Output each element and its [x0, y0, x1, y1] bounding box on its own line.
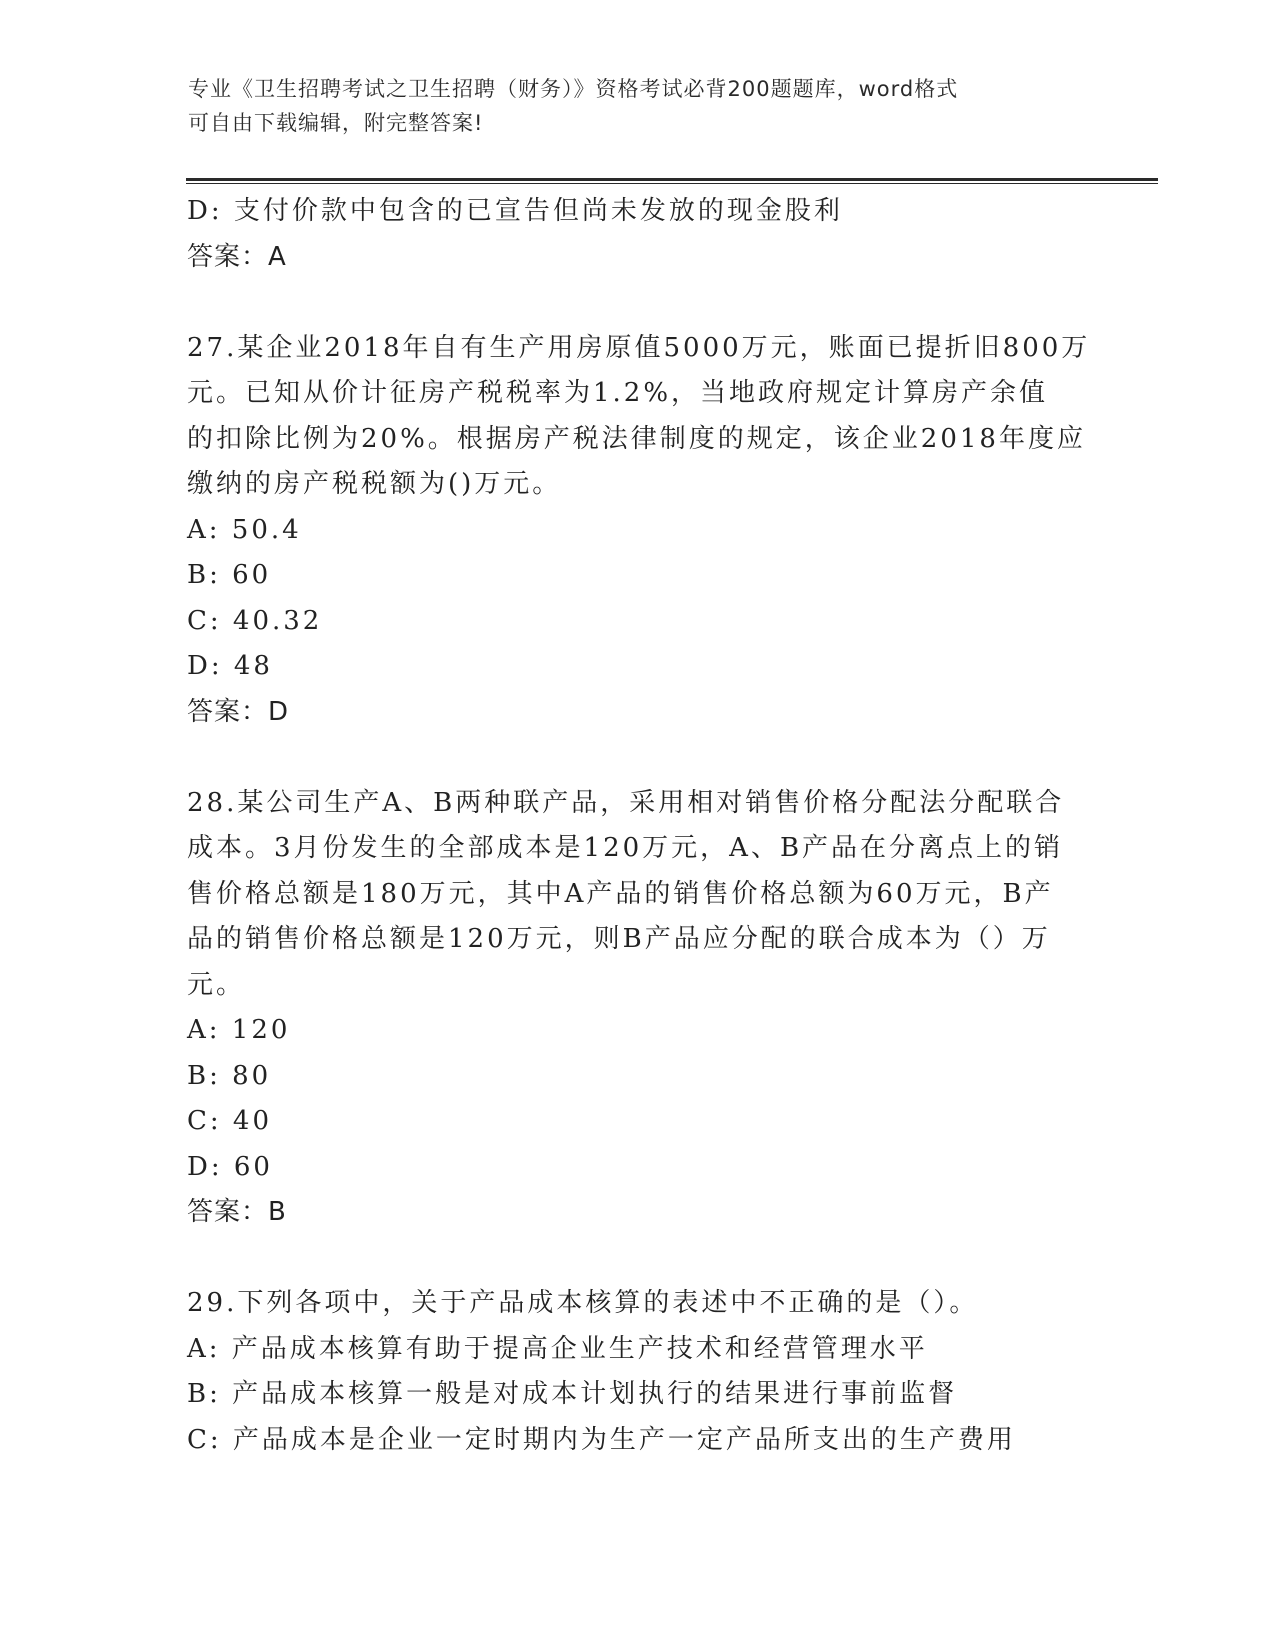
question-28-stem-line-2: 成本。3月份发生的全部成本是120万元，A、B产品在分离点上的销: [187, 833, 1064, 863]
header-title-line-2: 可自由下载编辑，附完整答案!: [188, 111, 484, 135]
question-29-option-c: C: 产品成本是企业一定时期内为生产一定产品所支出的生产费用: [187, 1424, 1016, 1455]
question-28-option-b: B: 80: [187, 1060, 272, 1091]
question-27-stem-line-3: 的扣除比例为20%。根据房产税法律制度的规定，该企业2018年度应: [187, 423, 1086, 454]
question-27-answer: 答案：D: [187, 696, 290, 727]
answer-line: 答案：A: [187, 241, 287, 272]
question-27-option-a: A: 50.4: [187, 514, 302, 545]
question-28-option-c: C: 40: [187, 1106, 273, 1136]
question-28-option-a: A: 120: [187, 1015, 291, 1045]
question-27-stem-line-1: 27.某企业2018年自有生产用房原值5000万元，账面已提折旧800万: [187, 332, 1091, 363]
question-27-option-b: B: 60: [187, 560, 272, 590]
spacer: [187, 280, 1087, 326]
question-27-option-c: C: 40.32: [187, 605, 323, 636]
question-28-stem-line-3: 售价格总额是180万元，其中A产品的销售价格总额为60万元，B产: [187, 878, 1054, 909]
spacer: [187, 1236, 1087, 1282]
question-27-stem-line-4: 缴纳的房产税税额为()万元。: [187, 469, 562, 499]
question-content: [187, 189, 1091, 1463]
question-27-option-d: D: 48: [187, 651, 273, 681]
question-28-option-d: D: 60: [187, 1151, 273, 1182]
question-29-option-a: A: 产品成本核算有助于提高企业生产技术和经营管理水平: [187, 1333, 928, 1364]
question-28-stem-line-5: 元。: [187, 969, 246, 1000]
question-29-option-b: B: 产品成本核算一般是对成本计划执行的结果进行事前监督: [187, 1379, 958, 1409]
spacer: [187, 735, 1087, 781]
header-divider: [186, 178, 1158, 184]
question-28-answer: 答案：B: [187, 1197, 287, 1227]
document-header: [188, 72, 1088, 140]
question-28-stem-line-1: 28.某公司生产A、B两种联产品，采用相对销售价格分配法分配联合: [187, 787, 1065, 818]
header-title-line-1: 专业《卫生招聘考试之卫生招聘（财务）》资格考试必背200题题库，word格式: [188, 77, 959, 101]
option-d: D: 支付价款中包含的已宣告但尚未发放的现金股利: [187, 196, 843, 226]
question-29-stem-line-1: 29.下列各项中，关于产品成本核算的表述中不正确的是（）。: [187, 1288, 979, 1318]
question-28-stem-line-4: 品的销售价格总额是120万元，则B产品应分配的联合成本为（）万: [187, 924, 1051, 954]
question-27-stem-line-2: 元。已知从价计征房产税税率为1.2%，当地政府规定计算房产余值: [187, 378, 1049, 408]
